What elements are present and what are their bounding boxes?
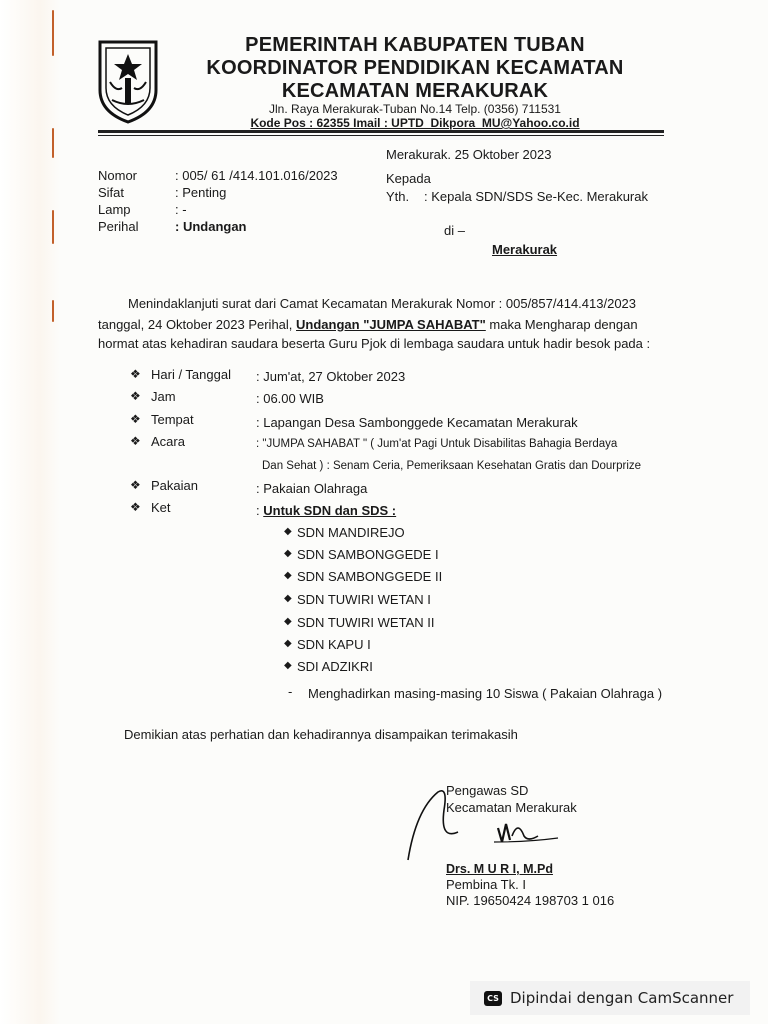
header-address: Jln. Raya Merakurak-Tuban No.14 Telp. (0356) 711531 — [269, 102, 561, 116]
nomor-value: : 005/ 61 /414.101.016/2023 — [175, 168, 338, 183]
body-line-2-end: maka Mengharap dengan — [485, 317, 638, 332]
jam-label: Jam — [151, 389, 176, 404]
ket-label: Ket — [151, 500, 171, 515]
letter-date: Merakurak. 25 Oktober 2023 — [386, 147, 552, 162]
body-line-1: Menindaklanjuti surat dari Camat Kecamatan Merakurak Nomor : 005/857/414.413/2023 — [128, 296, 637, 311]
di-label: di – — [444, 223, 465, 238]
diamond-bullet-icon: ◆ — [284, 526, 292, 537]
diamond-bullet-icon: ◆ — [284, 548, 292, 559]
scan-edge-mark — [52, 300, 54, 322]
diamond-bullet-icon: ◆ — [284, 593, 292, 604]
signer-name: Drs. M U R I, M.Pd — [446, 862, 553, 876]
scan-edge-mark — [52, 210, 54, 244]
yth-value: : Kepala SDN/SDS Se-Kec. Merakurak — [424, 189, 648, 204]
header-district-title: KECAMATAN MERAKURAK — [281, 80, 549, 102]
diamond-bullet-icon: ❖ — [130, 412, 141, 426]
diamond-bullet-icon: ❖ — [130, 367, 141, 381]
signer-rank: Pembina Tk. I — [446, 877, 526, 892]
school-item: SDN MANDIREJO — [297, 525, 405, 540]
nomor-label: Nomor — [98, 168, 138, 183]
ket-colon: : — [256, 503, 264, 518]
signer-role-2: Kecamatan Merakurak — [446, 800, 577, 815]
regency-emblem-icon — [96, 38, 160, 124]
diamond-bullet-icon: ❖ — [130, 478, 141, 492]
school-item: SDN SAMBONGGEDE I — [297, 547, 439, 562]
school-item: SDN TUWIRI WETAN I — [297, 592, 431, 607]
header-contact-text: Kode Pos : 62355 Imail : UPTD_Dikpora_MU@Yahoo.co.id — [250, 116, 580, 130]
pakaian-label: Pakaian — [151, 478, 198, 493]
diamond-bullet-icon: ◆ — [284, 660, 292, 671]
header-contact — [170, 116, 660, 130]
perihal-label: Perihal — [98, 219, 139, 234]
tempat-value: : Lapangan Desa Sambonggede Kecamatan Merakurak — [256, 415, 578, 430]
lamp-label: Lamp — [98, 202, 131, 217]
acara-label: Acara — [151, 434, 185, 449]
scan-edge-mark — [52, 10, 54, 56]
header-office-title: KOORDINATOR PENDIDIKAN KECAMATAN — [206, 57, 624, 79]
camscanner-text: Dipindai dengan CamScanner — [510, 989, 734, 1007]
tempat-label: Tempat — [151, 412, 194, 427]
body-line-3: hormat atas kehadiran saudara beserta Guru Pjok di lembaga saudara untuk hadir besok pada : — [98, 336, 651, 351]
camscanner-logo-icon: CS — [484, 991, 502, 1006]
diamond-bullet-icon: ❖ — [130, 434, 141, 448]
letterhead-rule-thick — [98, 130, 664, 133]
diamond-bullet-icon: ❖ — [130, 500, 141, 514]
letterhead-rule-thin — [98, 135, 664, 136]
jam-value: : 06.00 WIB — [256, 391, 324, 406]
student-note: Menghadirkan masing-masing 10 Siswa ( Pakaian Olahraga ) — [308, 686, 663, 701]
signer-role-1: Pengawas SD — [446, 783, 529, 798]
sifat-label: Sifat — [98, 185, 125, 200]
ket-value — [256, 503, 396, 518]
signer-nip: NIP. 19650424 198703 1 016 — [446, 893, 615, 908]
diamond-bullet-icon: ◆ — [284, 638, 292, 649]
closing-sentence: Demikian atas perhatian dan kehadirannya disampaikan terimakasih — [124, 727, 518, 742]
school-item: SDI ADZIKRI — [297, 659, 373, 674]
acara-value-line-1: : "JUMPA SAHABAT " ( Jum'at Pagi Untuk Disabilitas Bahagia Berdaya — [256, 438, 618, 450]
school-item: SDN TUWIRI WETAN II — [297, 615, 435, 630]
invitation-title: Undangan "JUMPA SAHABAT" — [296, 317, 486, 332]
diamond-bullet-icon: ◆ — [284, 570, 292, 581]
hari-value: : Jum'at, 27 Oktober 2023 — [256, 369, 406, 384]
camscanner-watermark — [470, 981, 750, 1015]
ket-value-text: Untuk SDN dan SDS : — [263, 503, 397, 518]
school-item: SDN KAPU I — [297, 637, 371, 652]
school-item: SDN SAMBONGGEDE II — [297, 569, 443, 584]
sifat-value: : Penting — [175, 185, 227, 200]
body-line-2-start: tanggal, 24 Oktober 2023 Perihal, — [98, 317, 297, 332]
lamp-value: : - — [175, 202, 187, 217]
diamond-bullet-icon: ◆ — [284, 616, 292, 627]
kepada-label: Kepada — [386, 171, 431, 186]
hari-label: Hari / Tanggal — [151, 367, 231, 382]
dash-bullet-icon: - — [288, 684, 293, 699]
scan-left-edge — [0, 0, 60, 1024]
perihal-value: : Undangan — [175, 219, 247, 234]
acara-value-line-2: Dan Sehat ) : Senam Ceria, Pemeriksaan Kesehatan Gratis dan Dourprize — [262, 460, 642, 472]
body-line-2 — [98, 317, 638, 332]
pakaian-value: : Pakaian Olahraga — [256, 481, 368, 496]
scan-edge-mark — [52, 128, 54, 158]
yth-label: Yth. — [386, 189, 410, 204]
recipient-place: Merakurak — [492, 242, 558, 257]
header-government-title: PEMERINTAH KABUPATEN TUBAN — [245, 34, 585, 56]
diamond-bullet-icon: ❖ — [130, 389, 141, 403]
